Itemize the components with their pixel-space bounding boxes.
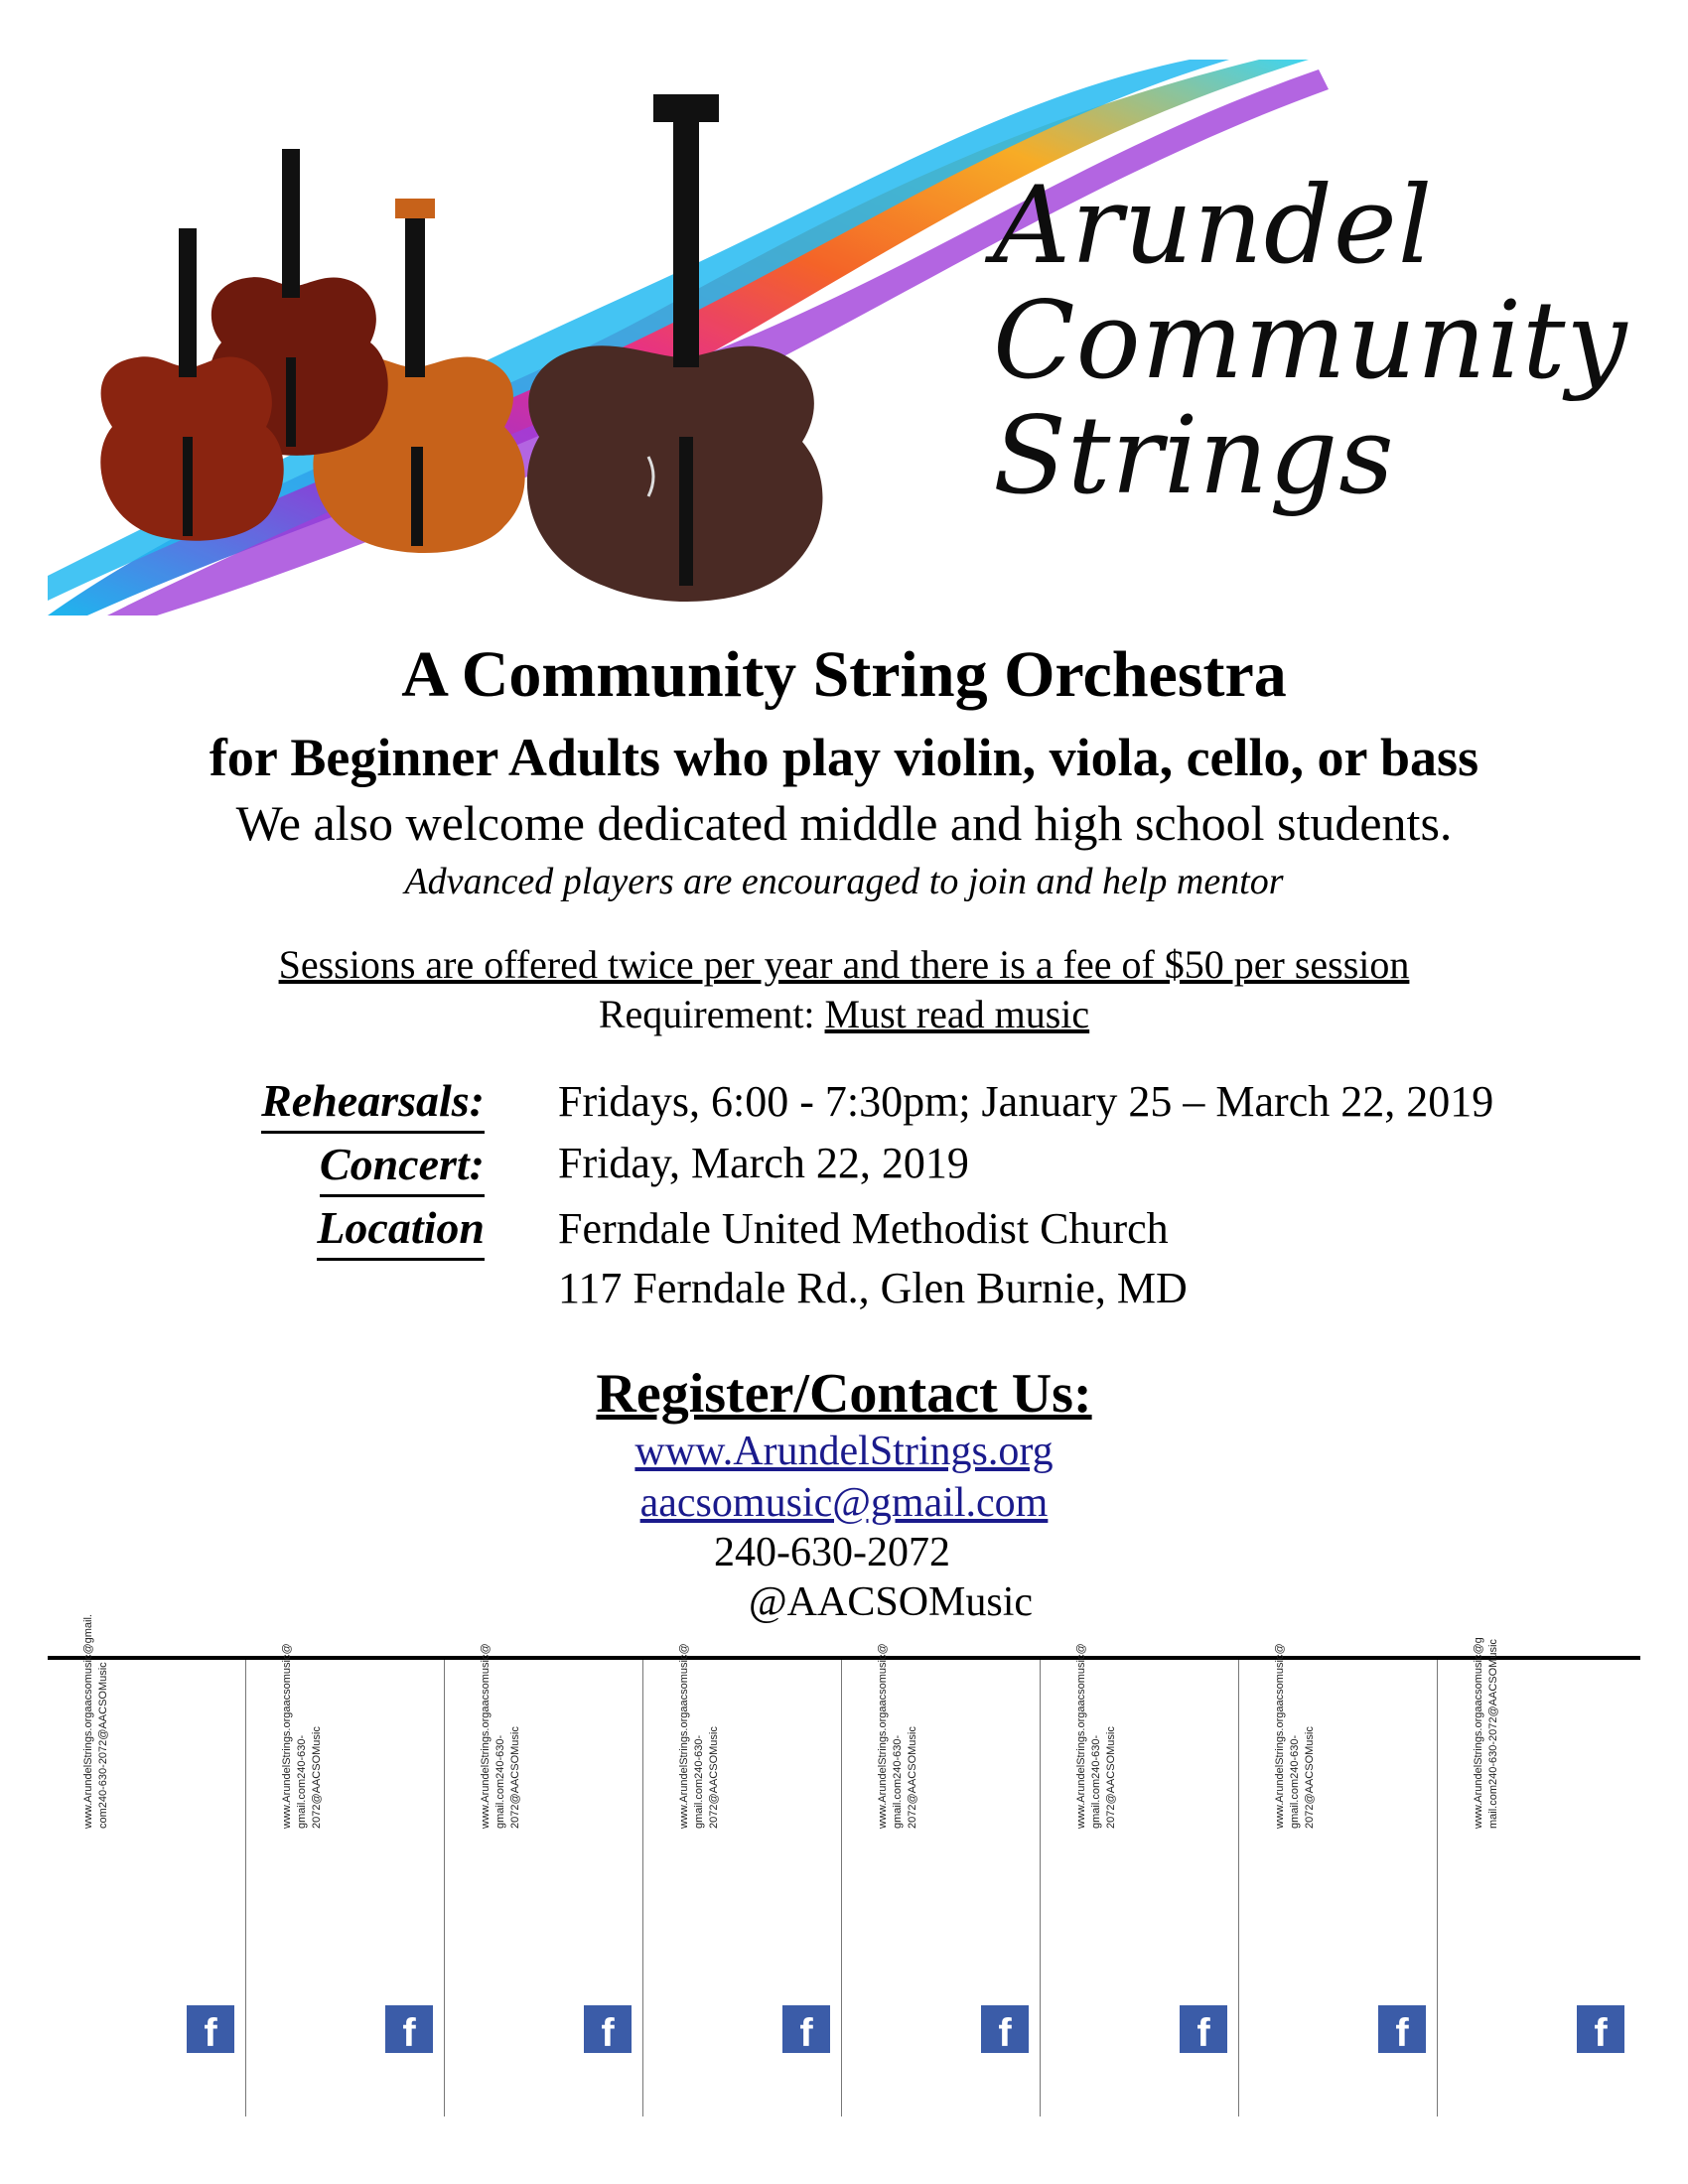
tab-text-line: 2072@AACSOMusic (708, 1726, 720, 1829)
tab-text-line: gmail.com240-630- (296, 1734, 308, 1829)
tab-text-line: 2072@AACSOMusic (1105, 1726, 1117, 1829)
tear-off-tab[interactable] (445, 1643, 643, 2116)
website (0, 1428, 1688, 1475)
tab-text-line: gmail.com240-630- (494, 1734, 506, 1829)
tab-text-line: www.ArundelStrings.orgaacsomusic@ (480, 1643, 492, 1829)
tab-text-line: www.ArundelStrings.orgaacsomusic@ (1274, 1643, 1286, 1829)
tear-off-tab[interactable] (1438, 1637, 1636, 2116)
website-link[interactable]: www.ArundelStrings.org (634, 1429, 1054, 1474)
tab-contact-text (280, 1590, 325, 1829)
tab-text-line: gmail.com240-630- (693, 1734, 705, 1829)
requirement-value: Must read music (824, 992, 1090, 1036)
tab-text-line: www.ArundelStrings.orgaacsomusic@ (1075, 1643, 1087, 1829)
tab-text-line: mail.com240-630-2072@AACSOMusic (1487, 1639, 1499, 1829)
tab-text-line: 2072@AACSOMusic (907, 1726, 918, 1829)
tear-off-tab[interactable] (48, 1614, 246, 2116)
tab-text-line: www.ArundelStrings.orgaacsomusic@gmail. (82, 1614, 94, 1829)
tab-text-line: 2072@AACSOMusic (509, 1726, 521, 1829)
phone-number: 240-630-2072 (714, 1530, 950, 1575)
facebook-icon: f (1577, 2005, 1624, 2053)
rehearsals-value: Fridays, 6:00 - 7:30pm; January 25 – March 22, 2019 (558, 1077, 1494, 1126)
facebook-icon: f (981, 2005, 1029, 2053)
tear-off-tabs (48, 1614, 1640, 2116)
sessions-text: Sessions are offered twice per year and there is a fee of $50 per session (278, 942, 1410, 987)
tab-contact-text (1472, 1590, 1501, 1829)
facebook-icon: f (187, 2005, 234, 2053)
register-heading-text: Register/Contact Us: (596, 1363, 1092, 1425)
tab-contact-text (479, 1590, 523, 1829)
location-line-1: Ferndale United Methodist Church (558, 1204, 1169, 1253)
violin-silhouette-2 (100, 228, 283, 541)
tab-text-line: 2072@AACSOMusic (311, 1726, 323, 1829)
logo-line-1: Arundel (993, 164, 1434, 288)
tab-text-line: 2072@AACSOMusic (1304, 1726, 1316, 1829)
requirement (0, 991, 1688, 1037)
facebook-icon: f (385, 2005, 433, 2053)
subheadline: for Beginner Adults who play violin, viola, cello, or bass (209, 728, 1479, 787)
sessions-info (0, 941, 1688, 988)
tab-contact-text (81, 1590, 111, 1829)
headline: A Community String Orchestra (401, 638, 1287, 711)
tab-contact-text (876, 1590, 920, 1829)
facebook-icon: f (782, 2005, 830, 2053)
email (0, 1479, 1688, 1527)
tab-text-line: gmail.com240-630- (892, 1734, 904, 1829)
tab-text-line: www.ArundelStrings.orgaacsomusic@ (877, 1643, 889, 1829)
register-heading (0, 1362, 1688, 1426)
location-label: Location (317, 1201, 485, 1261)
facebook-icon: f (1378, 2005, 1426, 2053)
tab-contact-text (677, 1590, 722, 1829)
tear-off-tab[interactable] (246, 1643, 445, 2116)
tab-text-line: gmail.com240-630- (1289, 1734, 1301, 1829)
tab-text-line: www.ArundelStrings.orgaacsomusic@ (678, 1643, 690, 1829)
facebook-icon: f (1180, 2005, 1227, 2053)
tear-off-tab[interactable] (643, 1643, 842, 2116)
tab-contact-text (1273, 1590, 1318, 1829)
social-handle: @AACSOMusic (749, 1579, 1034, 1625)
email-link[interactable]: aacsomusic@gmail.com (639, 1480, 1049, 1526)
welcome-text: We also welcome dedicated middle and high school students. (235, 795, 1453, 851)
facebook-icon: f (584, 2005, 632, 2053)
tab-text-line: com240-630-2072@AACSOMusic (97, 1662, 109, 1829)
logo-wordmark (993, 164, 1668, 518)
concert-label: Concert: (320, 1138, 485, 1197)
logo-line-2: Community (993, 279, 1628, 403)
tab-text-line: www.ArundelStrings.orgaacsomusic@g (1473, 1637, 1484, 1829)
logo-line-3: Strings (993, 394, 1395, 518)
tear-off-tab[interactable] (1239, 1643, 1438, 2116)
rehearsals-label: Rehearsals: (261, 1074, 485, 1134)
location-line-2: 117 Ferndale Rd., Glen Burnie, MD (558, 1264, 1188, 1312)
requirement-label: Requirement: (598, 992, 825, 1036)
tear-off-tab[interactable] (842, 1643, 1041, 2116)
tab-contact-text (1074, 1590, 1119, 1829)
tab-text-line: gmail.com240-630- (1090, 1734, 1102, 1829)
mentor-note: Advanced players are encouraged to join and help mentor (404, 861, 1284, 902)
concert-value: Friday, March 22, 2019 (558, 1139, 969, 1187)
tear-off-tab[interactable] (1041, 1643, 1239, 2116)
tab-text-line: www.ArundelStrings.orgaacsomusic@ (281, 1643, 293, 1829)
